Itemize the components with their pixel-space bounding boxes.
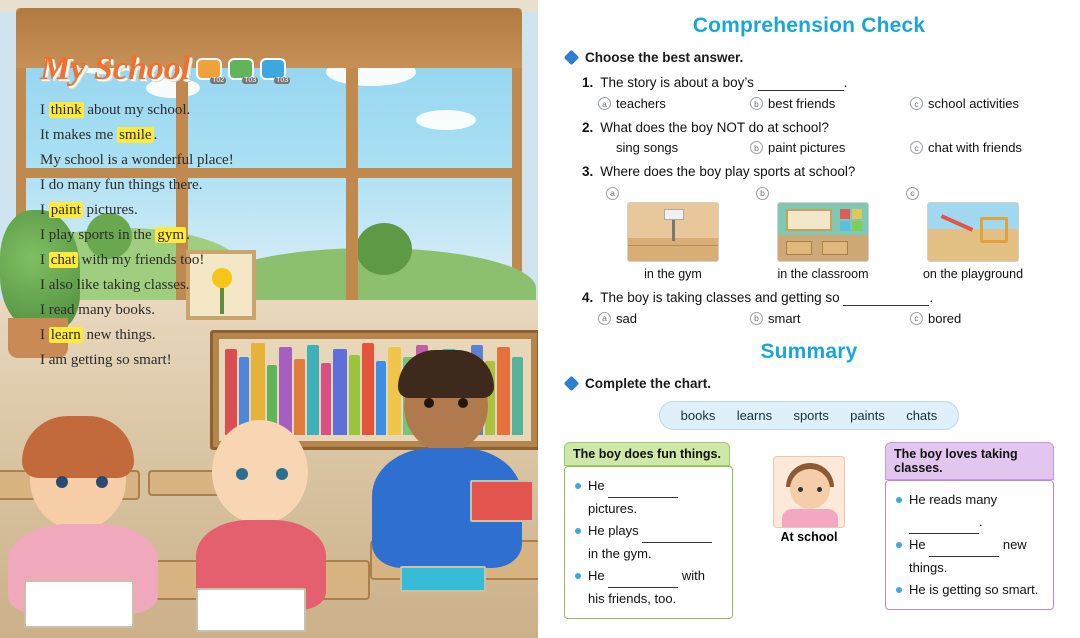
chart-item-text: He pictures. xyxy=(588,475,722,520)
poem-text: I do many fun things there. xyxy=(40,177,203,193)
face-shape xyxy=(212,420,308,524)
question-prompt xyxy=(582,290,1054,306)
poem-line xyxy=(40,298,340,323)
picture-choice-option[interactable] xyxy=(748,183,898,281)
word-bank xyxy=(659,401,959,430)
poem-text: I play sports in the xyxy=(40,227,156,243)
summary-right-header: The boy loves taking classes. xyxy=(885,442,1054,480)
choice-bubble-icon[interactable]: c xyxy=(910,312,923,325)
highlighted-word: think xyxy=(50,102,82,118)
highlighted-word: gym xyxy=(157,227,185,243)
question-item xyxy=(564,290,1054,326)
left-illustration-page xyxy=(0,0,538,638)
eye-shape xyxy=(817,487,822,492)
choice-bubble-icon[interactable]: a xyxy=(606,187,619,200)
book-spine xyxy=(497,347,510,435)
eye-shape xyxy=(276,468,288,480)
choice-row xyxy=(598,96,1054,111)
summary-right-items xyxy=(885,480,1054,610)
book-spine xyxy=(376,361,386,435)
audio-badge-karaoke-label: T03 xyxy=(276,77,289,84)
answer-blank[interactable] xyxy=(929,534,999,557)
question-list xyxy=(564,75,1054,326)
picture-choice-option[interactable] xyxy=(898,183,1048,281)
choice-row xyxy=(598,311,1054,326)
summary-chart xyxy=(564,442,1054,619)
summary-direction xyxy=(566,376,1054,391)
poem-line xyxy=(40,173,340,198)
chart-bullet-item xyxy=(896,579,1043,601)
poem-text: I xyxy=(40,202,49,218)
choice-option[interactable] xyxy=(910,311,961,326)
word-bank-item[interactable]: paints xyxy=(850,407,885,423)
summary-left-column xyxy=(564,442,733,619)
choice-label: in the gym xyxy=(644,266,702,281)
poem-line xyxy=(40,248,340,273)
choice-thumbnail-gym[interactable] xyxy=(627,202,719,262)
choice-label: school activities xyxy=(928,96,1020,111)
answer-blank[interactable] xyxy=(909,511,979,534)
boy-avatar xyxy=(773,456,845,528)
chart-item-text: He with his friends, too. xyxy=(588,565,722,610)
poem-text: It makes me xyxy=(40,127,118,143)
choice-label: sing songs xyxy=(616,140,679,155)
open-book xyxy=(196,588,306,632)
choice-thumbnail-classroom[interactable] xyxy=(777,202,869,262)
summary-center-figure xyxy=(773,456,845,544)
poem-title-row xyxy=(40,50,340,88)
chart-bullet-item xyxy=(575,475,722,520)
chart-item-text: He reads many . xyxy=(909,489,1043,534)
word-bank-item[interactable]: sports xyxy=(793,407,829,423)
audio-badge-karaoke-icon[interactable] xyxy=(260,58,289,84)
picture-choice-row xyxy=(598,183,1054,281)
chart-item-text: He new things. xyxy=(909,534,1043,579)
poem-line xyxy=(40,323,340,348)
summary-left-header: The boy does fun things. xyxy=(564,442,730,466)
poem-text: . xyxy=(153,127,158,143)
face-shape xyxy=(790,469,830,509)
bullet-dot-icon xyxy=(575,528,581,534)
diamond-bullet-icon xyxy=(564,375,580,391)
question-item xyxy=(564,75,1054,111)
poem-line xyxy=(40,348,340,373)
poem-lines xyxy=(40,98,340,373)
eye-shape xyxy=(798,487,803,492)
audio-badge-t03-label: T03 xyxy=(244,77,257,84)
poem-text: I also like taking classes. xyxy=(40,277,190,293)
comprehension-direction xyxy=(566,50,1054,65)
eye-shape xyxy=(56,476,68,488)
question-text: The boy is taking classes and getting so . xyxy=(600,289,934,305)
open-book xyxy=(24,580,134,628)
poem-line xyxy=(40,148,340,173)
poem-line xyxy=(40,198,340,223)
choice-label: paint pictures xyxy=(768,140,846,155)
eye-shape xyxy=(236,468,248,480)
poem-text: I xyxy=(40,327,49,343)
word-bank-item[interactable]: books xyxy=(680,407,716,423)
poem-text: new things. xyxy=(82,327,156,343)
poem-text: . xyxy=(186,227,190,243)
poem-block xyxy=(40,50,340,373)
notebook xyxy=(400,566,486,592)
comprehension-direction-text: Choose the best answer. xyxy=(585,50,744,65)
poem-text: I xyxy=(40,102,49,118)
choice-row xyxy=(598,140,1054,155)
question-number: 4. xyxy=(582,289,594,305)
book-spine xyxy=(349,355,360,435)
answer-blank[interactable] xyxy=(608,565,678,588)
choice-label: bored xyxy=(928,310,962,326)
picture-choice-option[interactable] xyxy=(598,183,748,281)
answer-blank[interactable] xyxy=(642,520,712,543)
choice-label: in the classroom xyxy=(777,266,869,281)
book-spine xyxy=(362,343,374,435)
chart-item-text: He plays in the gym. xyxy=(588,520,722,565)
chart-bullet-item xyxy=(575,520,722,565)
poem-text: I xyxy=(40,252,49,268)
question-item xyxy=(564,164,1054,281)
chart-bullet-item xyxy=(896,489,1043,534)
chart-bullet-item xyxy=(896,534,1043,579)
poem-text: pictures. xyxy=(82,202,138,218)
cloud-icon xyxy=(416,110,476,130)
choice-option[interactable] xyxy=(750,140,910,155)
chart-bullet-item xyxy=(575,565,722,610)
summary-left-items xyxy=(564,466,733,619)
choice-bubble-icon[interactable]: b xyxy=(750,141,763,154)
poem-line xyxy=(40,273,340,298)
choice-label: teachers xyxy=(616,96,666,111)
poem-line xyxy=(40,98,340,123)
shirt-shape xyxy=(782,509,838,528)
hair-shape xyxy=(22,416,134,478)
poem-text: I am getting so smart! xyxy=(40,352,172,368)
choice-option[interactable] xyxy=(598,311,750,326)
chart-item-text: He is getting so smart. xyxy=(909,581,1039,597)
poem-text: My school is a wonderful place! xyxy=(40,152,234,168)
choice-thumbnail-play[interactable] xyxy=(927,202,1019,262)
book-spine xyxy=(321,363,331,435)
answer-blank[interactable] xyxy=(608,475,678,498)
highlighted-word: chat xyxy=(50,252,76,268)
question-text: The story is about a boy’s . xyxy=(600,75,848,90)
choice-bubble-icon[interactable]: c xyxy=(906,187,919,200)
right-worksheet-page xyxy=(538,0,1080,638)
question-prompt xyxy=(582,75,1054,91)
choice-option[interactable] xyxy=(750,311,910,326)
highlighted-word: smile xyxy=(119,127,152,143)
poem-line xyxy=(40,123,340,148)
answer-blank[interactable] xyxy=(843,290,929,306)
question-number: 2. xyxy=(582,120,594,135)
poem-text: with my friends too! xyxy=(77,252,205,268)
choice-label: on the playground xyxy=(922,266,1024,281)
bullet-dot-icon xyxy=(575,483,581,489)
choice-bubble-icon[interactable]: b xyxy=(750,312,763,325)
audio-badge-t02-label: T02 xyxy=(212,77,225,84)
choice-label: chat with friends xyxy=(928,140,1022,155)
highlighted-word: paint xyxy=(50,202,81,218)
choice-label: smart xyxy=(768,310,801,326)
eye-shape xyxy=(458,398,468,408)
audio-badge-t03-icon[interactable] xyxy=(228,58,257,84)
summary-right-column xyxy=(885,442,1054,619)
bullet-dot-icon xyxy=(896,587,902,593)
question-prompt xyxy=(582,164,1054,179)
question-number: 3. xyxy=(582,164,594,179)
tree-icon xyxy=(356,223,412,275)
choice-bubble-icon[interactable]: c xyxy=(910,97,923,110)
choice-bubble-icon[interactable]: c xyxy=(910,141,923,154)
bullet-dot-icon xyxy=(896,542,902,548)
question-text: What does the boy NOT do at school? xyxy=(600,120,829,135)
question-number: 1. xyxy=(582,75,594,90)
audio-badge-t02-icon[interactable] xyxy=(196,58,225,84)
diamond-bullet-icon xyxy=(564,50,580,66)
question-item xyxy=(564,120,1054,155)
poem-text: about my school. xyxy=(83,102,191,118)
highlighted-word: learn xyxy=(50,327,81,343)
poem-text: I read many books. xyxy=(40,302,155,318)
word-bank-item[interactable]: chats xyxy=(906,407,938,423)
choice-option[interactable] xyxy=(598,140,750,155)
closed-book xyxy=(470,480,534,522)
summary-direction-text: Complete the chart. xyxy=(585,375,712,391)
summary-center-label: At school xyxy=(780,529,838,544)
book-spine xyxy=(512,357,523,435)
choice-option[interactable] xyxy=(910,140,1022,155)
poem-line xyxy=(40,223,340,248)
eye-shape xyxy=(96,476,108,488)
page-title: My School xyxy=(40,50,191,87)
choice-option[interactable] xyxy=(750,96,910,111)
choice-option[interactable] xyxy=(598,96,750,111)
question-prompt xyxy=(582,120,1054,135)
choice-option[interactable] xyxy=(910,96,1019,111)
question-text: Where does the boy play sports at school? xyxy=(600,164,856,179)
choice-label: best friends xyxy=(768,96,836,111)
word-bank-item[interactable]: learns xyxy=(736,407,773,423)
choice-bubble-icon[interactable]: a xyxy=(598,312,611,325)
hair-shape xyxy=(398,350,494,398)
choice-bubble-icon[interactable]: b xyxy=(750,97,763,110)
choice-bubble-icon[interactable]: b xyxy=(756,187,769,200)
summary-heading: Summary xyxy=(760,339,858,363)
choice-label: sad xyxy=(616,310,637,326)
comprehension-heading: Comprehension Check xyxy=(692,14,926,37)
bullet-dot-icon xyxy=(896,497,902,503)
eye-shape xyxy=(424,398,434,408)
answer-blank[interactable] xyxy=(758,75,844,91)
bullet-dot-icon xyxy=(575,573,581,579)
choice-bubble-icon[interactable]: a xyxy=(598,97,611,110)
